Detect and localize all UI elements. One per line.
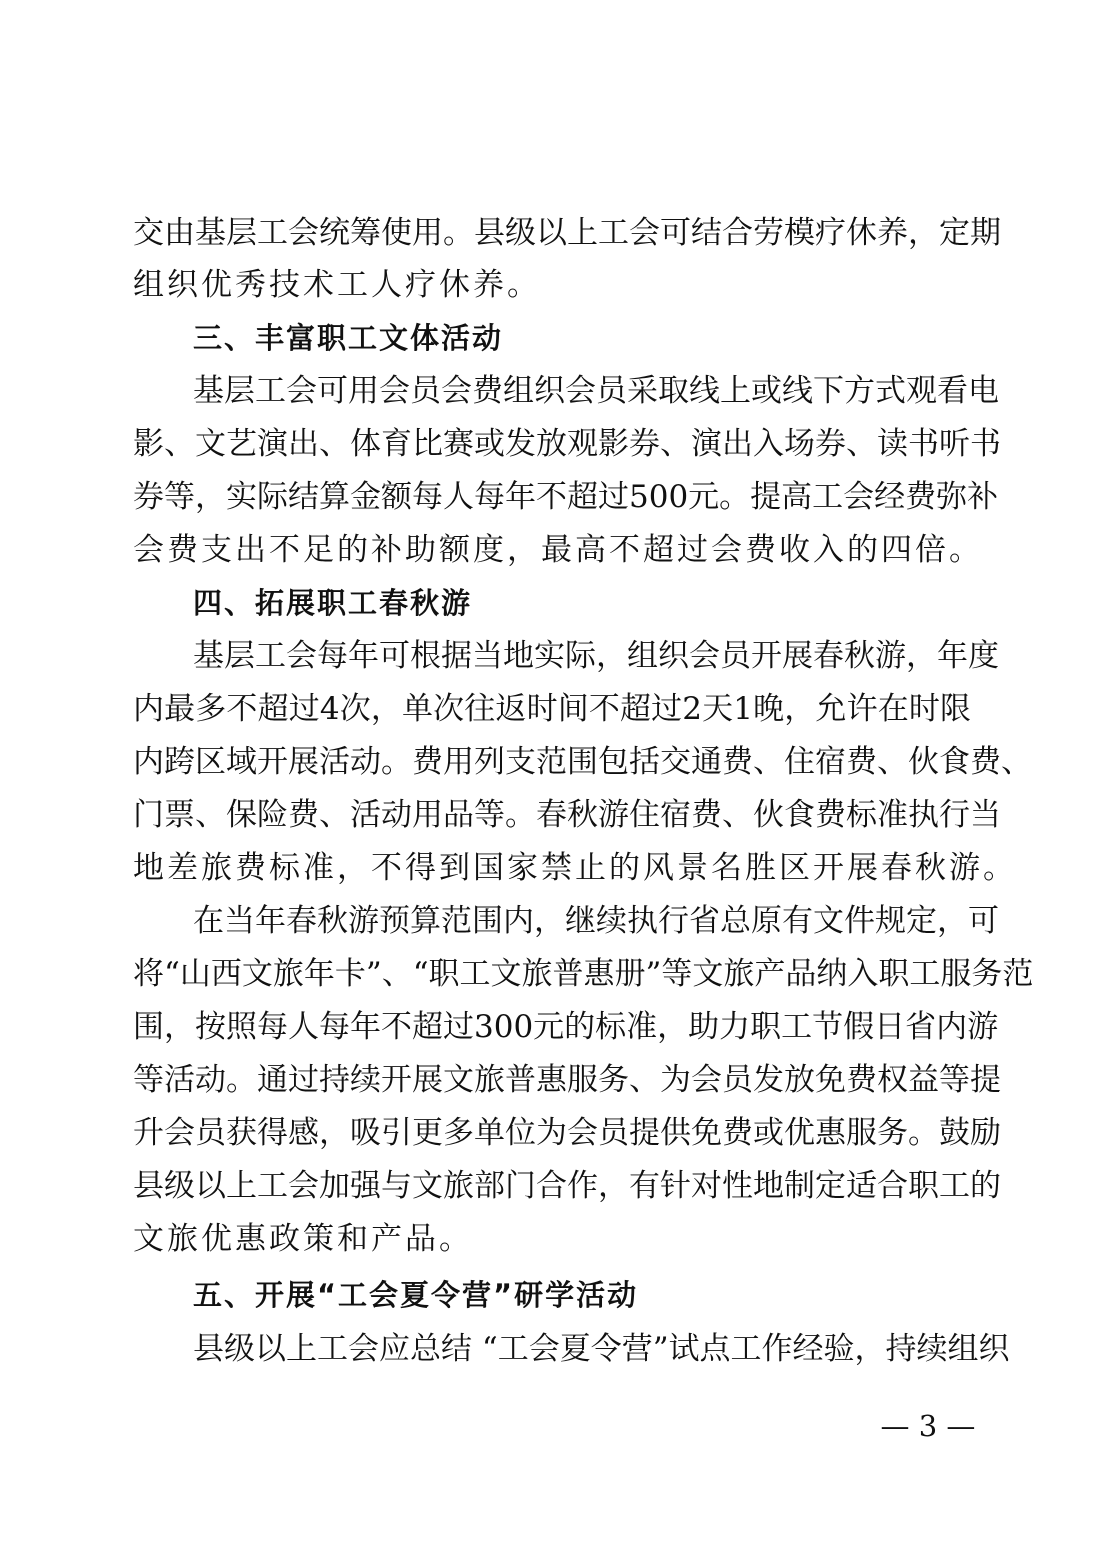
- body-line: 基层工会每年可根据当地实际，组织会员开展春秋游，年度: [193, 638, 999, 674]
- body-line: 交由基层工会统筹使用。县级以上工会可结合劳模疗休养，定期: [133, 215, 1001, 251]
- body-line: 内最多不超过4次，单次往返时间不超过2天1晚，允许在时限: [133, 691, 971, 727]
- section-heading: 五、开展“工会夏令营”研学活动: [193, 1278, 639, 1312]
- body-line: 地差旅费标准，不得到国家禁止的风景名胜区开展春秋游。: [133, 850, 1017, 886]
- body-line: 文旅优惠政策和产品。: [133, 1221, 473, 1257]
- body-line: 门票、保险费、活动用品等。春秋游住宿费、伙食费标准执行当: [133, 797, 1001, 833]
- page-number: — 3 —: [880, 1409, 976, 1443]
- body-line: 县级以上工会应总结 “工会夏令营”试点工作经验，持续组织: [193, 1331, 1010, 1367]
- body-line: 升会员获得感，吸引更多单位为会员提供免费或优惠服务。鼓励: [133, 1115, 1001, 1151]
- section-heading: 三、丰富职工文体活动: [193, 321, 504, 355]
- body-line: 影、文艺演出、体育比赛或发放观影券、演出入场券、读书听书: [133, 426, 1001, 462]
- body-line: 会费支出不足的补助额度，最高不超过会费收入的四倍。: [133, 532, 983, 568]
- section-heading: 四、拓展职工春秋游: [193, 586, 473, 620]
- body-line: 将“山西文旅年卡”、“职工文旅普惠册”等文旅产品纳入职工服务范: [133, 956, 1034, 992]
- body-line: 等活动。通过持续开展文旅普惠服务、为会员发放免费权益等提: [133, 1062, 1001, 1098]
- body-line: 券等，实际结算金额每人每年不超过500元。提高工会经费弥补: [133, 479, 999, 515]
- body-line: 组织优秀技术工人疗休养。: [133, 267, 541, 303]
- body-line: 在当年春秋游预算范围内，继续执行省总原有文件规定，可: [193, 903, 999, 939]
- body-line: 县级以上工会加强与文旅部门合作，有针对性地制定适合职工的: [133, 1168, 1001, 1204]
- body-line: 内跨区域开展活动。费用列支范围包括交通费、住宿费、伙食费、: [133, 744, 1032, 780]
- body-line: 围，按照每人每年不超过300元的标准，助力职工节假日省内游: [133, 1009, 999, 1045]
- body-line: 基层工会可用会员会费组织会员采取线上或线下方式观看电: [193, 373, 999, 409]
